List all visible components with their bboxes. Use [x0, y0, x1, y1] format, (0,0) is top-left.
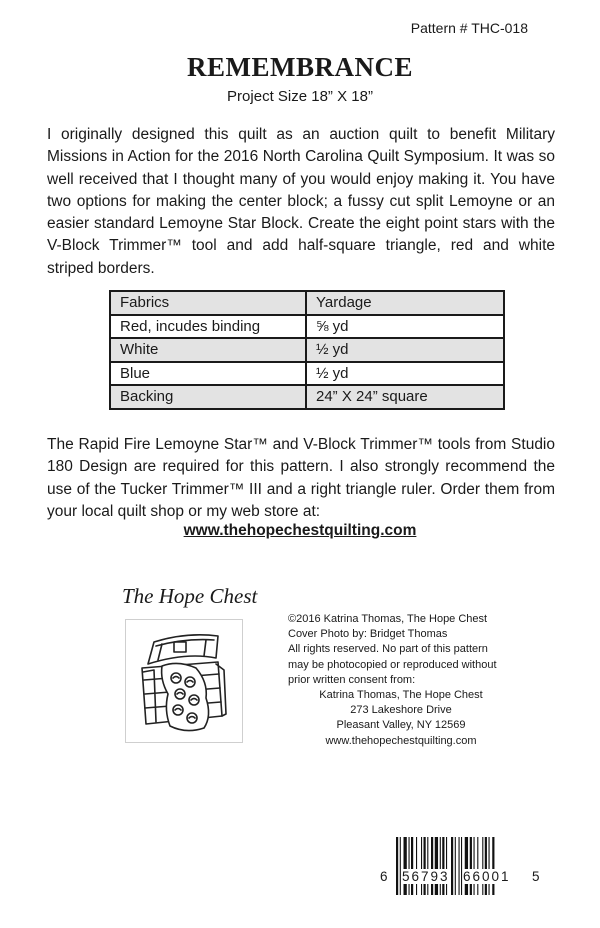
website-link[interactable]: www.thehopechestquilting.com [183, 522, 417, 539]
fabric-cell: Backing [110, 385, 306, 409]
rights-line: prior written consent from: [288, 673, 416, 686]
table-row [110, 338, 504, 362]
rights-line: All rights reserved. No part of this pattern [288, 643, 488, 656]
barcode-digit-last: 5 [532, 869, 540, 884]
address-name: Katrina Thomas, The Hope Chest [319, 689, 483, 702]
barcode-digits [380, 869, 540, 889]
copyright-line: ©2016 Katrina Thomas, The Hope Chest [288, 613, 488, 625]
barcode-digits-right: 66001 [463, 869, 511, 884]
header-fabrics: Fabrics [110, 291, 306, 315]
yardage-cell: ⅝ yd [306, 315, 504, 339]
table-header-row [110, 291, 504, 315]
pattern-number: Pattern # THC-018 [410, 20, 528, 36]
table-row [110, 362, 504, 386]
address-city: Pleasant Valley, NY 12569 [336, 719, 466, 732]
fabric-cell: Red, incudes binding [110, 315, 306, 339]
copyright-block [288, 612, 538, 749]
address-web: www.thehopechestquilting.com [325, 734, 477, 747]
fabric-table [109, 290, 505, 410]
barcode-digits-left: 56793 [402, 869, 450, 884]
table-row [110, 385, 504, 409]
barcode-digit-first: 6 [380, 869, 388, 884]
header-yardage: Yardage [306, 291, 504, 315]
yardage-cell: ½ yd [306, 338, 504, 362]
project-size: Project Size 18” X 18” [227, 88, 373, 105]
page-title: REMEMBRANCE [187, 52, 413, 82]
tools-paragraph: The Rapid Fire Lemoyne Star™ and V-Block Trimmer™ tools from Studio 180 Design are required for this pattern. I also strongly recommend the use of the Tucker Trimmer™ III and a right triangle ruler. Order them from your local quilt shop or my web store at: [47, 436, 555, 520]
fabric-cell: Blue [110, 362, 306, 386]
fabric-cell: White [110, 338, 306, 362]
table-row [110, 315, 504, 339]
address-street: 273 Lakeshore Drive [350, 704, 452, 717]
hope-chest-illustration-icon [125, 619, 243, 743]
yardage-cell: 24” X 24” square [306, 385, 504, 409]
rights-line: may be photocopied or reproduced without [288, 658, 497, 671]
photo-credit: Cover Photo by: Bridget Thomas [288, 628, 448, 641]
yardage-cell: ½ yd [306, 362, 504, 386]
intro-paragraph: I originally designed this quilt as an auction quilt to benefit Military Missions in Action for the 2016 North Carolina Quilt Symposium. It was so well received that I thought many of you would enjoy making it. You have two options for making the center block; a fussy cut split Lemoyne or an easier standard Lemoyne Star Block. Create the eight point stars with the V-Block Trimmer™ tool and add half-square triangle, red and white striped borders. [47, 126, 555, 277]
logo-text: The Hope Chest [122, 584, 258, 608]
